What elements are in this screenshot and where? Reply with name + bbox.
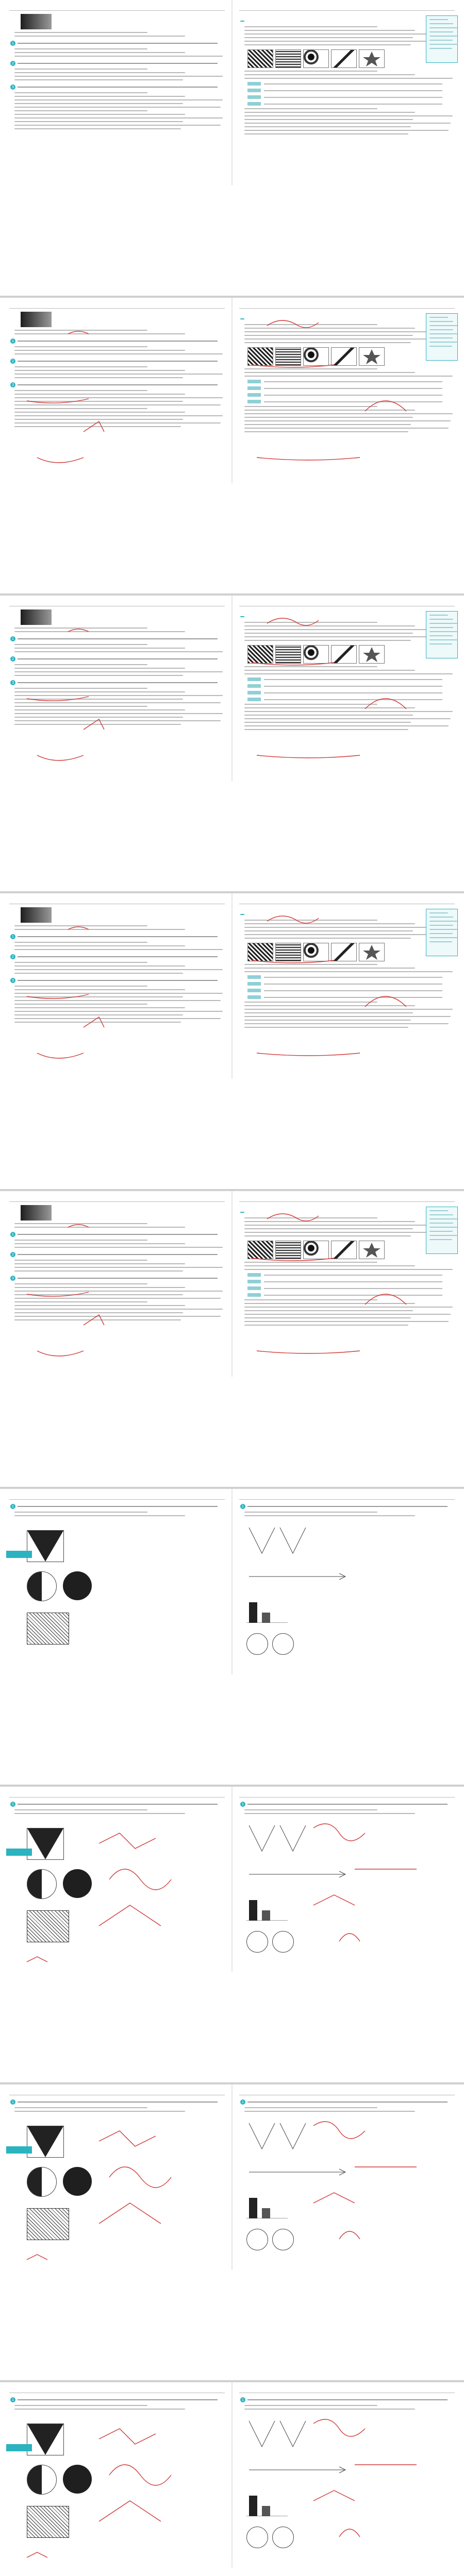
- page-gutter: [231, 0, 233, 185]
- handwritten-annotation: [6, 1792, 228, 2083]
- handwritten-annotation: [6, 2387, 228, 2576]
- page-gutter: [231, 1191, 233, 1377]
- annotation-stroke: [267, 1214, 319, 1221]
- question-text: [18, 1506, 218, 1507]
- text-line: [14, 125, 221, 126]
- text-line: [429, 23, 453, 24]
- text-line: [14, 107, 221, 108]
- annotation-stroke: [84, 421, 104, 432]
- right-page: [236, 2387, 458, 2576]
- circle-figure: [27, 1571, 57, 1601]
- text-line: [14, 1515, 185, 1516]
- left-page: [6, 1196, 228, 1480]
- left-page: [6, 2387, 228, 2576]
- annotation-stroke: [27, 2255, 47, 2260]
- annotation-stroke: [313, 2122, 365, 2139]
- tag-label: [247, 89, 261, 92]
- annotation-stroke: [313, 1895, 355, 1905]
- annotation-stroke: [313, 2490, 355, 2501]
- question-number: 1: [240, 2397, 245, 2402]
- annotation-stroke: [109, 2167, 171, 2188]
- text-line: [14, 128, 181, 129]
- question-number: 2: [10, 61, 15, 66]
- diagram-icon: [27, 1531, 63, 1562]
- handwritten-annotation: [6, 2090, 228, 2381]
- section-tab: [240, 21, 244, 22]
- annotation-stroke: [27, 399, 89, 403]
- text-line: [14, 56, 223, 57]
- page-gutter: [231, 2382, 233, 2568]
- annotation-stroke: [27, 697, 89, 701]
- text-line: [429, 27, 458, 28]
- text-line: [14, 114, 185, 115]
- question-number: 2: [10, 359, 15, 364]
- question-text: [247, 1506, 448, 1507]
- annotation-stroke: [267, 320, 319, 328]
- tag-label: [247, 82, 261, 86]
- hatched-figure: [27, 1613, 69, 1645]
- question-number: 1: [10, 934, 15, 939]
- annotation-stroke: [252, 960, 334, 963]
- text-line: [244, 44, 411, 45]
- tag-text: [264, 104, 442, 105]
- gradient-figure: [21, 14, 52, 29]
- handwritten-annotation: [6, 1196, 228, 1487]
- handwritten-annotation: [236, 1196, 458, 1487]
- page-gutter: [231, 2084, 233, 2270]
- text-line: [14, 48, 147, 49]
- text-line: [14, 72, 185, 73]
- circle-figure: [63, 1571, 92, 1600]
- page-spread: [0, 893, 464, 1190]
- text-line: [244, 78, 453, 79]
- page-gutter: [231, 298, 233, 483]
- annotation-stroke: [313, 2193, 355, 2203]
- text-line: [14, 32, 147, 33]
- text-line: [14, 103, 183, 104]
- handwritten-annotation: [236, 1792, 458, 2083]
- annotation-stroke: [267, 916, 319, 923]
- text-line: [14, 69, 147, 70]
- page-spread: [0, 2382, 464, 2576]
- arrow-figure: [246, 1571, 350, 1582]
- annotation-stroke: [68, 629, 89, 632]
- question-number: 2: [10, 1252, 15, 1257]
- question-text: [18, 63, 218, 64]
- question-number: 3: [10, 978, 15, 983]
- right-page: [236, 1494, 458, 1777]
- pattern-image: [275, 49, 301, 68]
- page-gutter: [231, 1489, 233, 1674]
- annotation-stroke: [99, 2203, 161, 2224]
- text-line: [244, 108, 377, 109]
- question-number: 3: [10, 1276, 15, 1281]
- annotation-stroke: [109, 1869, 171, 1890]
- page-gutter: [231, 1787, 233, 1972]
- question-row: [6, 61, 228, 66]
- left-page: [6, 601, 228, 884]
- running-header: [239, 1494, 455, 1500]
- handwritten-annotation: [236, 303, 458, 594]
- tag-text: [264, 83, 442, 84]
- question-text: [18, 43, 218, 44]
- annotation-stroke: [68, 331, 89, 334]
- left-page: [6, 303, 228, 586]
- annotation-stroke: [267, 618, 319, 625]
- circle-outline: [272, 1633, 294, 1655]
- annotation-stroke: [339, 2529, 360, 2537]
- text-line: [14, 1512, 147, 1513]
- annotation-stroke: [257, 1053, 360, 1056]
- annotation-stroke: [37, 1053, 84, 1058]
- text-line: [14, 92, 147, 93]
- bar-figure: [246, 1597, 288, 1623]
- left-page: [6, 899, 228, 1182]
- text-line: [244, 130, 449, 131]
- question-number: 1: [10, 1802, 15, 1807]
- question-number: 2: [10, 656, 15, 662]
- question-number: 1: [10, 41, 15, 46]
- annotation-stroke: [99, 2131, 156, 2146]
- text-line: [244, 112, 415, 113]
- annotation-stroke: [313, 1824, 365, 1841]
- question-number: 3: [10, 382, 15, 387]
- question-text: [18, 87, 218, 88]
- question-number: 1: [10, 1504, 15, 1509]
- question-number: 1: [10, 2397, 15, 2402]
- pattern-image: [303, 49, 329, 68]
- annotation-stroke: [99, 2501, 161, 2521]
- annotation-stroke: [365, 996, 406, 1007]
- tag-text: [264, 97, 442, 98]
- text-line: [244, 30, 415, 31]
- bar-icon: [246, 1597, 288, 1623]
- annotation-stroke: [257, 755, 360, 758]
- page-spread: [0, 1489, 464, 1785]
- figure-box: [27, 1530, 64, 1562]
- question-number: 2: [10, 954, 15, 959]
- tag-text: [264, 90, 442, 91]
- text-line: [14, 76, 223, 77]
- annotation-stroke: [84, 1017, 104, 1027]
- annotation-stroke: [313, 2419, 365, 2436]
- annotation-stroke: [365, 699, 406, 709]
- question-number: 1: [240, 1802, 245, 1807]
- annotation-stroke: [99, 2429, 156, 2444]
- text-line: [429, 31, 453, 32]
- question-number: 1: [10, 2099, 15, 2105]
- annotation-stroke: [27, 1957, 47, 1962]
- handwritten-annotation: [6, 601, 228, 892]
- text-line: [14, 36, 185, 37]
- text-line: [429, 40, 453, 41]
- tagged-line: [236, 102, 458, 106]
- question-number: 3: [10, 680, 15, 685]
- page-gutter: [231, 893, 233, 1079]
- annotation-stroke: [252, 663, 334, 665]
- right-page: [236, 899, 458, 1182]
- text-line: [244, 1512, 377, 1513]
- page-spread: [0, 1787, 464, 2083]
- running-header: [239, 5, 455, 11]
- right-page: [236, 303, 458, 586]
- running-header: [9, 1494, 225, 1500]
- question-row: [236, 1504, 458, 1509]
- right-page: [236, 601, 458, 884]
- annotation-stroke: [257, 1351, 360, 1353]
- handwritten-annotation: [6, 303, 228, 594]
- annotation-stroke: [84, 719, 104, 730]
- question-row: [6, 84, 228, 90]
- annotation-stroke: [27, 994, 89, 998]
- text-line: [244, 133, 408, 134]
- annotation-stroke: [27, 1292, 89, 1296]
- annotation-stroke: [109, 2465, 171, 2485]
- annotation-stroke: [365, 401, 406, 411]
- tag-label: [247, 102, 261, 106]
- annotation-stroke: [365, 1294, 406, 1304]
- pattern-image: [331, 49, 357, 68]
- right-page: [236, 1792, 458, 2075]
- text-line: [244, 71, 377, 72]
- left-page: [6, 2090, 228, 2373]
- text-line: [244, 1515, 415, 1516]
- page-spread: [0, 1191, 464, 1487]
- left-page: [6, 1494, 228, 1777]
- star-image: [359, 49, 385, 68]
- right-page: [236, 5, 458, 289]
- page-gutter: [231, 596, 233, 781]
- question-row: [6, 41, 228, 46]
- line-figure: [246, 1525, 308, 1556]
- page-spread: [0, 2084, 464, 2381]
- handwritten-annotation: [236, 899, 458, 1190]
- text-line: [244, 126, 411, 127]
- text-line: [429, 19, 448, 20]
- text-line: [244, 41, 451, 42]
- left-page: [6, 5, 228, 289]
- text-line: [14, 121, 183, 122]
- question-number: 1: [10, 636, 15, 641]
- text-line: [14, 99, 223, 100]
- question-number: 1: [240, 2099, 245, 2105]
- handwritten-annotation: [236, 2090, 458, 2381]
- tagged-line: [236, 82, 458, 86]
- handwritten-annotation: [6, 899, 228, 1190]
- text-line: [14, 79, 183, 80]
- question-number: 1: [10, 1232, 15, 1237]
- question-number: 1: [240, 1504, 245, 1509]
- right-page: [236, 2090, 458, 2373]
- annotation-stroke: [68, 1225, 89, 1227]
- page-spread: [0, 298, 464, 594]
- text-line: [14, 110, 147, 111]
- side-note-box: [426, 15, 458, 63]
- tagged-line: [236, 89, 458, 92]
- question-number: 1: [10, 338, 15, 344]
- handwritten-annotation: [236, 2387, 458, 2576]
- text-line: [244, 115, 453, 116]
- annotation-stroke: [84, 1315, 104, 1325]
- text-line: [14, 96, 185, 97]
- page-spread: [0, 596, 464, 892]
- annotation-stroke: [99, 1905, 161, 1926]
- text-line: [244, 119, 413, 120]
- annotation-stroke: [27, 2552, 47, 2557]
- annotation-stroke: [339, 2231, 360, 2239]
- annotation-stroke: [37, 755, 84, 760]
- left-page: [6, 1792, 228, 2075]
- circle-outline: [246, 1633, 268, 1655]
- text-line: [429, 48, 452, 49]
- tag-label: [247, 95, 261, 99]
- text-line: [244, 37, 413, 38]
- star-icon: [359, 50, 384, 67]
- question-number: 3: [10, 84, 15, 90]
- text-line: [244, 33, 453, 35]
- annotation-stroke: [257, 457, 360, 460]
- annotation-stroke: [37, 1351, 84, 1356]
- corner-label: [6, 1551, 32, 1558]
- text-line: [14, 117, 223, 118]
- annotation-stroke: [252, 365, 334, 367]
- text-line: [244, 26, 377, 27]
- pattern-image: [247, 49, 273, 68]
- annotation-stroke: [252, 1258, 334, 1261]
- annotation-stroke: [99, 1833, 156, 1849]
- text-line: [244, 123, 451, 124]
- annotation-stroke: [37, 457, 84, 463]
- text-line: [429, 36, 458, 37]
- annotation-stroke: [68, 927, 89, 929]
- handwritten-annotation: [236, 601, 458, 892]
- text-line: [244, 74, 415, 75]
- arrow-icon: [246, 1571, 350, 1582]
- page-spread: [0, 0, 464, 296]
- v-shape-icon: [246, 1525, 308, 1556]
- question-row: [6, 1504, 228, 1509]
- text-line: [14, 52, 185, 53]
- tagged-line: [236, 95, 458, 99]
- running-header: [9, 5, 225, 11]
- annotation-stroke: [339, 1934, 360, 1941]
- right-page: [236, 1196, 458, 1480]
- text-line: [429, 44, 458, 45]
